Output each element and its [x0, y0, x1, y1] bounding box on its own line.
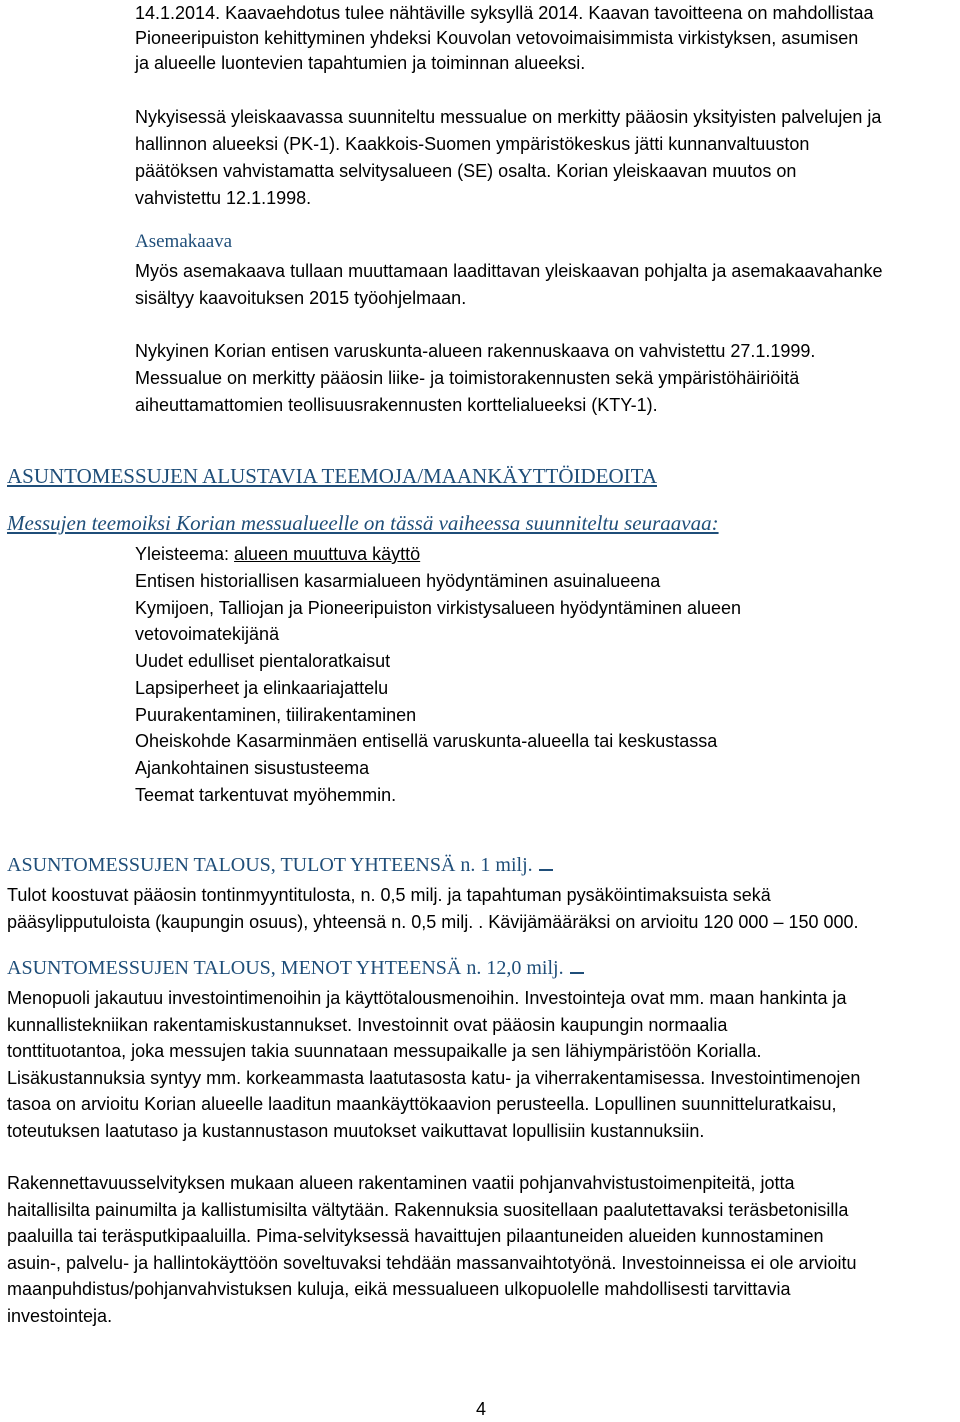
asemakaava-p2-line-2: Messualue on merkitty pääosin liike- ja toimistorakennusten sekä ympäristöhäiriöitä: [135, 368, 800, 388]
theme-item: Uudet edulliset pientaloratkaisut: [135, 651, 391, 671]
menot-heading: ASUNTOMESSUJEN TALOUS, MENOT YHTEENSÄ n. 12,0 milj.: [7, 957, 564, 979]
menot-heading-row: [7, 955, 584, 983]
theme-item: Puurakentaminen, tiilirakentaminen: [135, 705, 417, 725]
main-theme-label: Yleisteema:: [135, 544, 235, 564]
theme-item: Lapsiperheet ja elinkaariajattelu: [135, 678, 389, 698]
main-theme-value: alueen muuttuva käyttö: [234, 544, 421, 564]
main-theme-line: [135, 541, 420, 567]
yleiskaava-line-1: Nykyisessä yleiskaavassa suunniteltu messualue on merkitty pääosin yksityisten palvelujen ja: [135, 107, 882, 127]
teemat-subheading: Messujen teemoiksi Korian messualueelle on tässä vaiheessa suunniteltu seuraavaa:: [7, 511, 719, 535]
asemakaava-p1-line-1: Myös asemakaava tullaan muuttamaan laadittavan yleiskaavan pohjalta ja asemakaavahanke: [135, 261, 883, 281]
menot-line-4: Lisäkustannuksia syntyy mm. korkeammasta laatutasosta katu- ja viherrakentamisessa. Investointimenojen: [7, 1068, 861, 1088]
intro-line-3: ja alueelle luontevien tapahtumien ja toiminnan alueeksi.: [135, 53, 586, 73]
asemakaava-p1-line-2: sisältyy kaavoituksen 2015 työohjelmaan.: [135, 288, 467, 308]
tulot-line-1: Tulot koostuvat pääosin tontinmyyntitulosta, n. 0,5 milj. ja tapahtuman pysäköintimaksuista sekä: [7, 885, 771, 905]
theme-item: Oheiskohde Kasarminmäen entisellä varuskunta-alueella tai keskustassa: [135, 731, 718, 751]
theme-item: Ajankohtainen sisustusteema: [135, 758, 370, 778]
euro-icon: [539, 857, 553, 871]
menot-line-1: Menopuoli jakautuu investointimenoihin ja käyttötalousmenoihin. Investointeja ovat mm. maan hankinta ja: [7, 988, 847, 1008]
euro-icon: [570, 960, 584, 974]
intro-line-2: Pioneeripuiston kehittyminen yhdeksi Kouvolan vetovoimaisimmista virkistyksen, asumisen: [135, 28, 859, 48]
yleiskaava-line-2: hallinnon alueeksi (PK-1). Kaakkois-Suomen ympäristökeskus jätti kunnanvaltuuston: [135, 134, 810, 154]
yleiskaava-line-4: vahvistettu 12.1.1998.: [135, 188, 312, 208]
rakennettavuus-line-4: asuin-, palvelu- ja hallintokäyttöön soveltuvaksi tehdään massanvaihtotyönä. Investoinneissa ei ole arvioitu: [7, 1253, 857, 1273]
menot-line-2: kunnallistekniikan rakentamiskustannukset. Investoinnit ovat pääosin kaupungin normaalia: [7, 1015, 728, 1035]
teemat-heading: ASUNTOMESSUJEN ALUSTAVIA TEEMOJA/MAANKÄYTTÖIDEOITA: [7, 464, 657, 488]
intro-line-1: 14.1.2014. Kaavaehdotus tulee nähtäville syksyllä 2014. Kaavan tavoitteena on mahdollistaa: [135, 3, 874, 23]
tulot-heading-row: [7, 852, 553, 880]
rakennettavuus-line-1: Rakennettavuusselvityksen mukaan alueen rakentaminen vaatii pohjanvahvistustoimenpiteitä, jotta: [7, 1173, 795, 1193]
rakennettavuus-line-5: maanpuhdistus/pohjanvahvistuksen kuluja, eikä messualueen ulkopuolelle mahdollisesti tarvittavia: [7, 1279, 791, 1299]
rakennettavuus-line-3: paaluilla tai teräsputkipaaluilla. Pima-selvityksessä havaittujen pilaantuneiden alueiden kunnostaminen: [7, 1226, 824, 1246]
yleiskaava-line-3: päätöksen vahvistamatta selvitysalueen (SE) osalta. Korian yleiskaavan muutos on: [135, 161, 797, 181]
tulot-line-2: pääsylipputuloista (kaupungin osuus), yhteensä n. 0,5 milj. . Kävijämääräksi on arvioitu 120 000 – 150 000.: [7, 912, 859, 932]
menot-line-6: toteutuksen laatutaso ja kustannustason muutokset vaikuttavat lopullisiin kustannuksiin.: [7, 1121, 705, 1141]
asemakaava-p2-line-3: aiheuttamattomien teollisuusrakennusten korttelialueeksi (KTY-1).: [135, 395, 658, 415]
theme-item: Kymijoen, Talliojan ja Pioneeripuiston virkistysalueen hyödyntäminen alueen: [135, 598, 742, 618]
asemakaava-heading: Asemakaava: [135, 231, 233, 252]
theme-item: Teemat tarkentuvat myöhemmin.: [135, 785, 397, 805]
rakennettavuus-line-6: investointeja.: [7, 1306, 113, 1326]
page-number: 4: [476, 1399, 487, 1419]
tulot-heading: ASUNTOMESSUJEN TALOUS, TULOT YHTEENSÄ n. 1 milj.: [7, 854, 533, 876]
menot-line-3: tonttituotantoa, joka messujen takia suunnataan messupaikalle ja sen lähiympäristöön Korialla.: [7, 1041, 762, 1061]
asemakaava-p2-line-1: Nykyinen Korian entisen varuskunta-alueen rakennuskaava on vahvistettu 27.1.1999.: [135, 341, 816, 361]
menot-line-5: tasoa on arvioitu Korian alueelle laaditun maankäyttökaavion perusteella. Lopullinen suunnitteluratkaisu,: [7, 1094, 837, 1114]
rakennettavuus-line-2: haitallisilta painumilta ja kallistumisilta vältytään. Rakennuksia suositellaan paalutettavaksi teräsbetonisilla: [7, 1200, 849, 1220]
theme-item: vetovoimatekijänä: [135, 624, 280, 644]
theme-item: Entisen historiallisen kasarmialueen hyödyntäminen asuinalueena: [135, 571, 661, 591]
